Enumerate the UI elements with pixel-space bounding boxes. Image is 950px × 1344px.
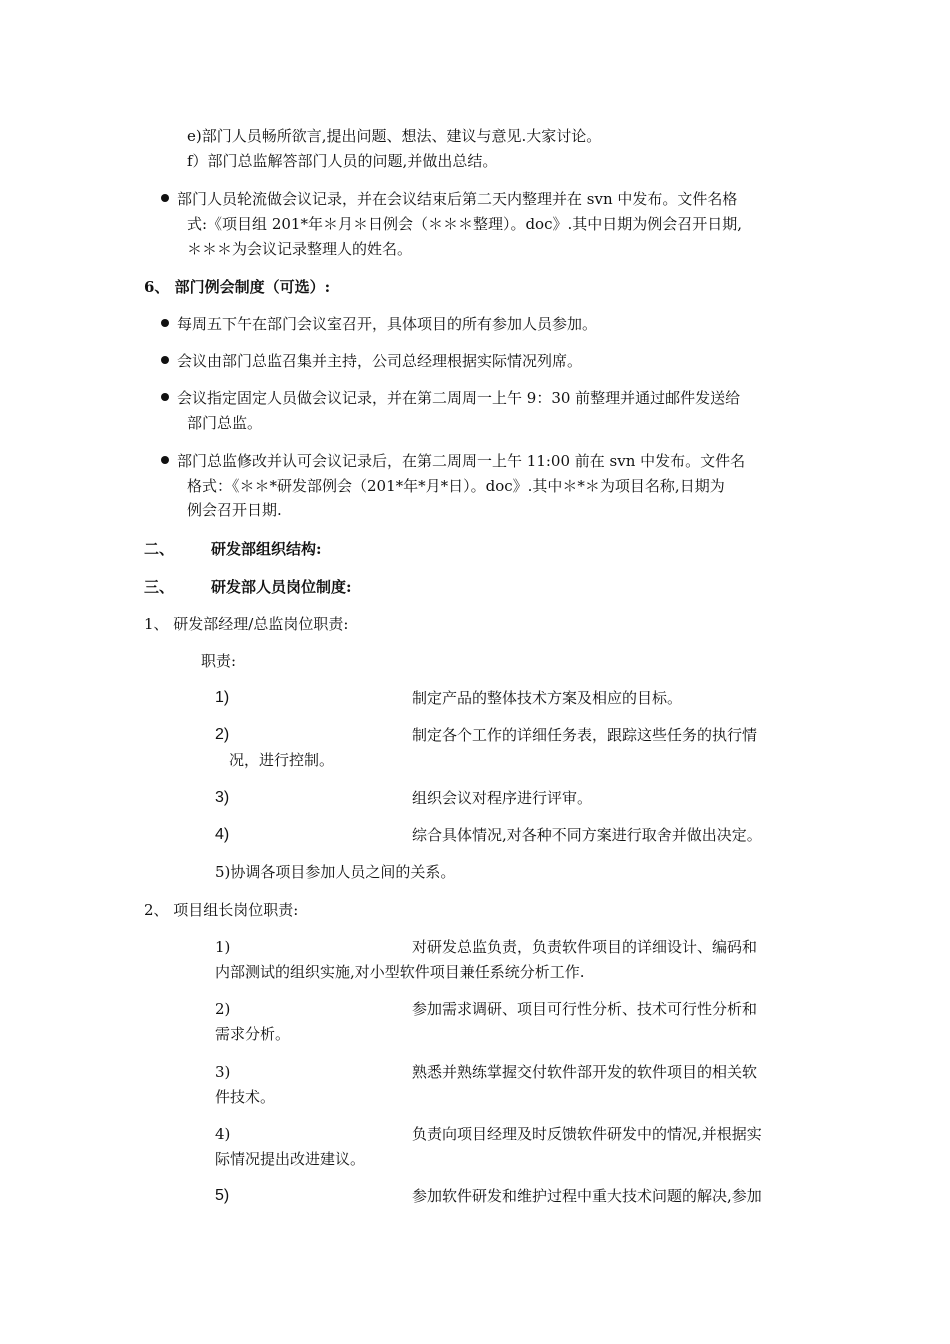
role1-item5: 5)协调各项目参加人员之间的关系。 [215,863,456,881]
role1-item3-num: 3) [215,789,230,806]
bullet-icon [161,356,169,364]
bullet-icon [161,194,169,202]
role2-item1-num: 1) [215,938,231,956]
role2-item4-line2: 际情况提出改进建议。 [215,1150,366,1168]
role1-item2-line1: 制定各个工作的详细任务表，跟踪这些任务的执行情 [412,726,758,744]
role2-item1-line2: 内部测试的组织实施,对小型软件项目兼任系统分析工作. [215,963,585,981]
section6-bullet-3-line2: 部门总监。 [187,414,263,432]
role2-item5-line1: 参加软件研发和维护过程中重大技术问题的解决,参加 [412,1187,762,1205]
section6-bullet-2: 会议由部门总监召集并主持，公司总经理根据实际情况列席。 [177,352,583,370]
role2-title: 2、 项目组长岗位职责: [144,901,299,919]
role2-item5-num: 5) [215,1187,230,1204]
role2-item2-line2: 需求分析。 [215,1025,291,1043]
heading-three-num: 三、 [144,578,175,596]
role1-item1-num: 1) [215,689,230,706]
role1-item4-text: 综合具体情况,对各种不同方案进行取舍并做出决定。 [412,826,762,844]
role2-item4-num: 4) [215,1125,231,1143]
section6-bullet-4-line1: 部门总监修改并认可会议记录后，在第二周周一上午 11:00 前在 svn 中发布。文件名 [177,452,746,470]
heading-two-num: 二、 [144,540,175,558]
section6-bullet-1: 每周五下午在部门会议室召开，具体项目的所有参加人员参加。 [177,315,598,333]
role2-item3-num: 3) [215,1063,231,1081]
bullet-icon [161,319,169,327]
heading-three-text: 研发部人员岗位制度: [211,578,352,596]
record-line-2: 式:《项目组 201*年＊月＊日例会（＊＊＊整理）。doc》.其中日期为例会召开日期, [187,215,743,233]
role1-item4-num: 4) [215,826,230,843]
bullet-icon [161,393,169,401]
bullet-icon [161,456,169,464]
role1-duty-label: 职责: [201,652,237,670]
role2-item4-line1: 负责向项目经理及时反馈软件研发中的情况,并根据实 [412,1125,762,1143]
section6-bullet-4-line2: 格式：《＊＊*研发部例会（201*年*月*日）。doc》.其中＊*＊为项目名称,日期为 [187,477,725,495]
record-line-3: ＊＊＊为会议记录整理人的姓名。 [187,240,413,258]
role2-item2-num: 2) [215,1000,231,1018]
role1-title: 1、 研发部经理/总监岗位职责: [144,615,349,633]
item-e: e)部门人员畅所欲言,提出问题、想法、建议与意见.大家讨论。 [187,127,602,145]
section6-heading: 6、 部门例会制度（可选）: [144,278,331,296]
role1-item1-text: 制定产品的整体技术方案及相应的目标。 [412,689,683,707]
item-f: f）部门总监解答部门人员的问题,并做出总结。 [187,152,498,170]
record-line-1: 部门人员轮流做会议记录，并在会议结束后第二天内整理并在 svn 中发布。文件名格 [177,190,738,208]
section6-bullet-3-line1: 会议指定固定人员做会议记录，并在第二周周一上午 9：30 前整理并通过邮件发送给 [177,389,741,407]
role1-item2-line2: 况，进行控制。 [229,751,335,769]
section6-bullet-4-line3: 例会召开日期. [187,501,282,519]
role2-item1-line1: 对研发总监负责，负责软件项目的详细设计、编码和 [412,938,758,956]
role2-item3-line1: 熟悉并熟练掌握交付软件部开发的软件项目的相关软 [412,1063,758,1081]
role2-item3-line2: 件技术。 [215,1088,276,1106]
role1-item3-text: 组织会议对程序进行评审。 [412,789,593,807]
heading-two-text: 研发部组织结构: [211,540,322,558]
role1-item2-num: 2) [215,726,230,743]
role2-item2-line1: 参加需求调研、项目可行性分析、技术可行性分析和 [412,1000,758,1018]
